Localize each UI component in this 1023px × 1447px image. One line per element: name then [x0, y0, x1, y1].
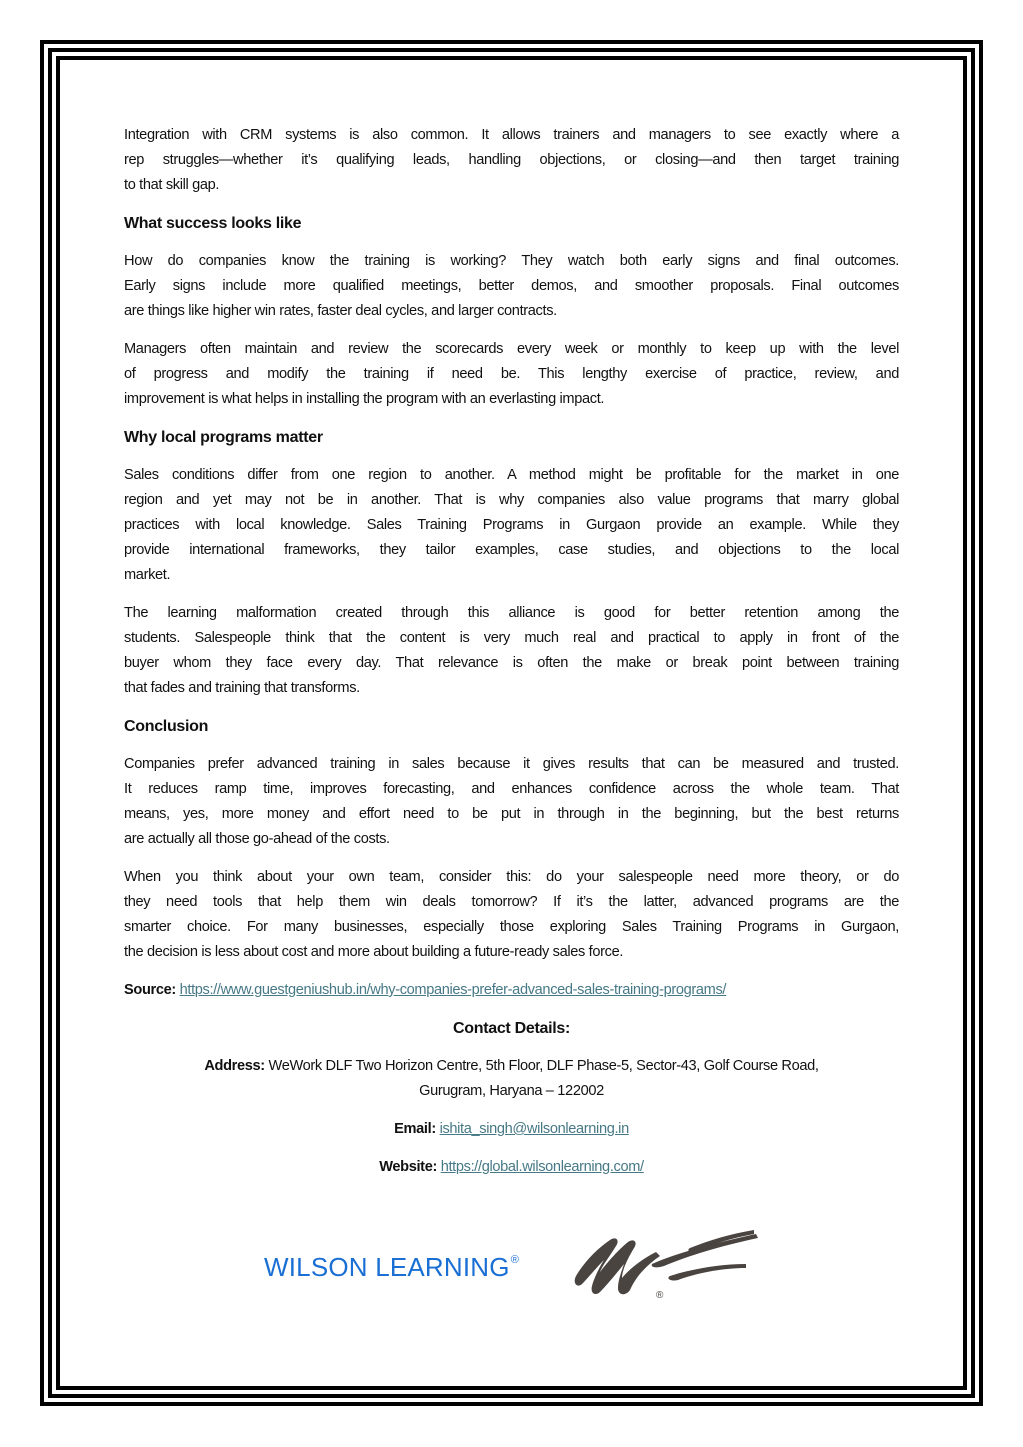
section-heading-success: What success looks like	[124, 215, 302, 232]
website-line	[124, 1155, 899, 1180]
local-paragraph-1	[124, 463, 899, 588]
conclusion-paragraph-2	[124, 865, 899, 965]
text-line: of progress and modify the training if need be. This lengthy exercise of practice, review, and	[124, 366, 899, 382]
conclusion-paragraph-1	[124, 752, 899, 852]
text-line: students. Salespeople think that the content is very much real and practical to apply in front of the	[124, 630, 899, 646]
text-line: means, yes, more money and effort need to be put in through in the beginning, but the best returns	[124, 806, 899, 822]
text-line: Companies prefer advanced training in sales because it gives results that can be measured and trusted.	[124, 756, 899, 772]
text-line: How do companies know the training is working? They watch both early signs and final outcomes.	[124, 253, 899, 269]
registered-mark: ®	[510, 1254, 520, 1266]
address-line-2: Gurugram, Haryana – 122002	[419, 1083, 604, 1099]
email-link[interactable]: ishita_singh@wilsonlearning.in	[439, 1121, 629, 1137]
logo-text: WILSON LEARNING	[264, 1252, 510, 1282]
text-line: they need tools that help them win deals tomorrow? If it’s the latter, advanced programs are the	[124, 894, 899, 910]
contact-address	[124, 1054, 899, 1104]
text-line: the decision is less about cost and more about building a future-ready sales force.	[124, 944, 624, 960]
text-line: region and yet may not be in another. That is why companies also value programs that marry global	[124, 492, 899, 508]
success-paragraph-1	[124, 249, 899, 324]
email-line	[124, 1117, 899, 1142]
text-line: The learning malformation created through this alliance is good for better retention among the	[124, 605, 899, 621]
local-paragraph-2	[124, 601, 899, 701]
text-line: Managers often maintain and review the scorecards every week or monthly to keep up with the level	[124, 341, 899, 357]
text-line: Integration with CRM systems is also common. It allows trainers and managers to see exactly where a	[124, 127, 899, 143]
text-line: Early signs include more qualified meetings, better demos, and smoother proposals. Final outcomes	[124, 278, 899, 294]
address-line-1	[124, 1054, 899, 1079]
document-body	[124, 123, 899, 1193]
text-line: When you think about your own team, consider this: do your salespeople need more theory, or do	[124, 869, 899, 885]
contact-email	[124, 1117, 899, 1142]
text-line: rep struggles—whether it’s qualifying leads, handling objections, or closing—and then target training	[124, 152, 899, 168]
intro-paragraph	[124, 123, 899, 198]
website-label: Website:	[379, 1159, 437, 1175]
text-line: are things like higher win rates, faster deal cycles, and larger contracts.	[124, 303, 557, 319]
section-heading-local-programs: Why local programs matter	[124, 429, 323, 446]
source-label: Source:	[124, 982, 176, 998]
text-line: that fades and training that transforms.	[124, 680, 360, 696]
contact-website	[124, 1155, 899, 1180]
success-paragraph-2	[124, 337, 899, 412]
text-line: provide international frameworks, they tailor examples, case studies, and objections to the local	[124, 542, 899, 558]
w-brushstroke-logo-icon	[570, 1224, 760, 1302]
text-line: to that skill gap.	[124, 177, 220, 193]
text-line: buyer whom they face every day. That relevance is often the make or break point between training	[124, 655, 899, 671]
text-line: It reduces ramp time, improves forecasting, and enhances confidence across the whole team. That	[124, 781, 899, 797]
mark-registered: ®	[656, 1290, 664, 1301]
address-value: WeWork DLF Two Horizon Centre, 5th Floor, DLF Phase-5, Sector-43, Golf Course Road,	[268, 1058, 819, 1074]
website-link[interactable]: https://global.wilsonlearning.com/	[440, 1159, 644, 1175]
section-heading-conclusion: Conclusion	[124, 718, 209, 735]
email-label: Email:	[394, 1121, 436, 1137]
logo-wordmark	[264, 1252, 519, 1283]
text-line: smarter choice. For many businesses, especially those exploring Sales Training Programs in Gurgaon,	[124, 919, 899, 935]
text-line: improvement is what helps in installing the program with an everlasting impact.	[124, 391, 605, 407]
address-label: Address:	[204, 1058, 265, 1074]
text-line: practices with local knowledge. Sales Training Programs in Gurgaon provide an example. While they	[124, 517, 899, 533]
source-line	[124, 978, 899, 1003]
source-link[interactable]: https://www.guestgeniushub.in/why-companies-prefer-advanced-sales-training-programs/	[179, 982, 727, 998]
text-line: market.	[124, 567, 171, 583]
text-line: Sales conditions differ from one region to another. A method might be profitable for the market in one	[124, 467, 899, 483]
wilson-learning-logo	[262, 1222, 762, 1304]
contact-details-title: Contact Details:	[453, 1020, 570, 1037]
text-line: are actually all those go-ahead of the costs.	[124, 831, 390, 847]
